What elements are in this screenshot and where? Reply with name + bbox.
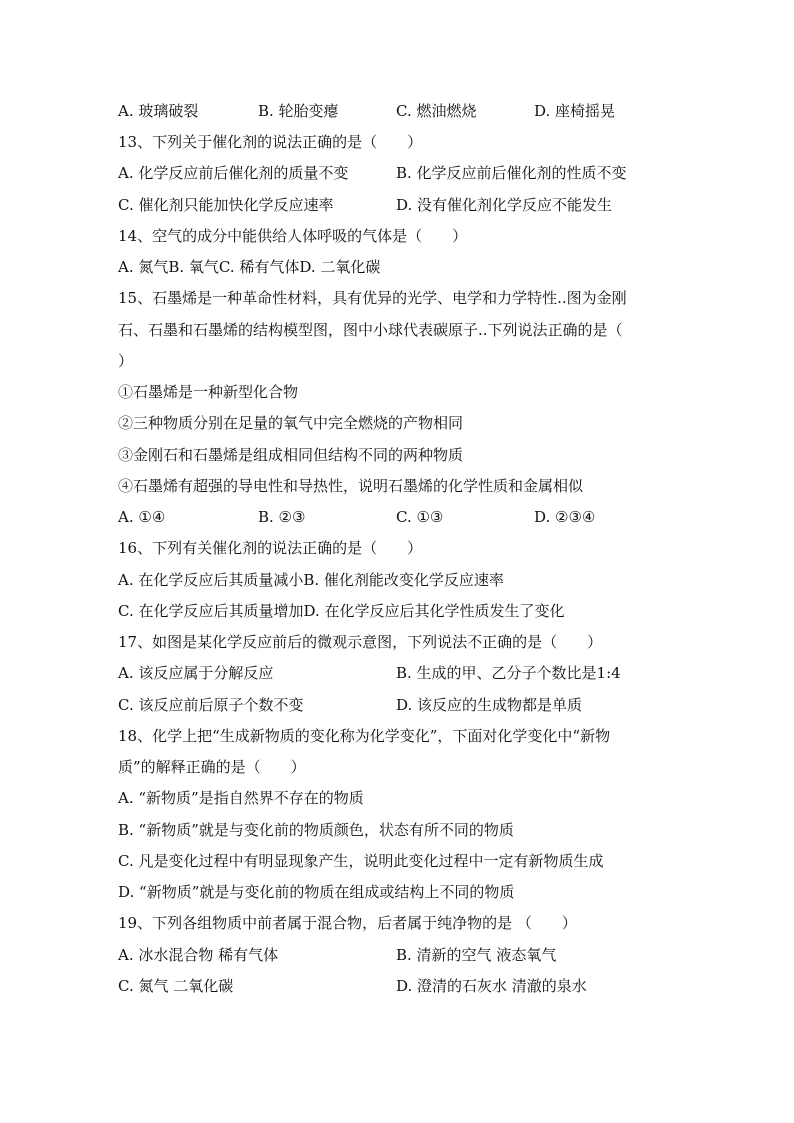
q14-stem: 14、空气的成分中能供给人体呼吸的气体是（ ） (118, 227, 468, 245)
q18-option-d: D. “新物质”就是与变化前的物质在组成或结构上不同的物质 (118, 883, 515, 901)
q16-options-line-1: A. 在化学反应后其质量减小B. 催化剂能改变化学反应速率 (118, 571, 504, 589)
q18-option-c: C. 凡是变化过程中有明显现象产生，说明此变化过程中一定有新物质生成 (118, 852, 604, 870)
q15-option-d: D. ②③④ (534, 508, 596, 526)
q13-option-c: C. 催化剂只能加快化学反应速率 (118, 196, 334, 214)
q17-option-b: B. 生成的甲、乙分子个数比是1:4 (396, 664, 621, 682)
q12-option-c: C. 燃油燃烧 (396, 102, 477, 120)
q13-option-a: A. 化学反应前后催化剂的质量不变 (118, 164, 349, 182)
q15-statement-1: ①石墨烯是一种新型化合物 (118, 383, 299, 401)
q15-option-b: B. ②③ (258, 508, 306, 526)
q15-option-c: C. ①③ (396, 508, 444, 526)
q16-stem: 16、下列有关催化剂的说法正确的是（ ） (118, 539, 423, 557)
q18-option-a: A. “新物质”是指自然界不存在的物质 (118, 789, 364, 807)
q12-option-b: B. 轮胎变瘪 (258, 102, 339, 120)
q17-option-c: C. 该反应前后原子个数不变 (118, 696, 304, 714)
q15-option-a: A. ①④ (118, 508, 166, 526)
q17-stem: 17、如图是某化学反应前后的微观示意图，下列说法不正确的是（ ） (118, 633, 603, 651)
q19-option-a: A. 冰水混合物 稀有气体 (118, 946, 279, 964)
q15-stem-line-2: 石、石墨和石墨烯的结构模型图，图中小球代表碳原子..下列说法正确的是（ (118, 321, 623, 339)
q12-option-d: D. 座椅摇晃 (534, 102, 616, 120)
q15-statement-2: ②三种物质分别在足量的氧气中完全燃烧的产物相同 (118, 414, 464, 432)
q13-option-b: B. 化学反应前后催化剂的性质不变 (396, 164, 627, 182)
q18-stem-line-2: 质”的解释正确的是（ ） (118, 758, 306, 776)
q19-option-c: C. 氮气 二氧化碳 (118, 977, 234, 995)
q14-options: A. 氮气B. 氧气C. 稀有气体D. 二氧化碳 (118, 258, 381, 276)
q19-stem: 19、下列各组物质中前者属于混合物，后者属于纯净物的是 （ ） (118, 914, 577, 932)
q19-option-d: D. 澄清的石灰水 清澈的泉水 (396, 977, 587, 995)
q15-statement-4: ④石墨烯有超强的导电性和导热性，说明石墨烯的化学性质和金属相似 (118, 477, 584, 495)
q13-option-d: D. 没有催化剂化学反应不能发生 (396, 196, 613, 214)
q16-options-line-2: C. 在化学反应后其质量增加D. 在化学反应后其化学性质发生了变化 (118, 602, 565, 620)
q15-statement-3: ③金刚石和石墨烯是组成相同但结构不同的两种物质 (118, 446, 464, 464)
q19-option-b: B. 清新的空气 液态氧气 (396, 946, 557, 964)
q18-option-b: B. “新物质”就是与变化前的物质颜色，状态有所不同的物质 (118, 821, 514, 839)
q18-stem-line-1: 18、化学上把“生成新物质的变化称为化学变化”，下面对化学变化中“新物 (118, 727, 611, 745)
q13-stem: 13、下列关于催化剂的说法正确的是（ ） (118, 133, 423, 151)
q15-stem-line-3: ） (118, 352, 134, 370)
q17-option-a: A. 该反应属于分解反应 (118, 664, 274, 682)
q12-option-a: A. 玻璃破裂 (118, 102, 199, 120)
q15-stem-line-1: 15、石墨烯是一种革命性材料，具有优异的光学、电学和力学特性..图为金刚 (118, 289, 627, 307)
q17-option-d: D. 该反应的生成物都是单质 (396, 696, 583, 714)
